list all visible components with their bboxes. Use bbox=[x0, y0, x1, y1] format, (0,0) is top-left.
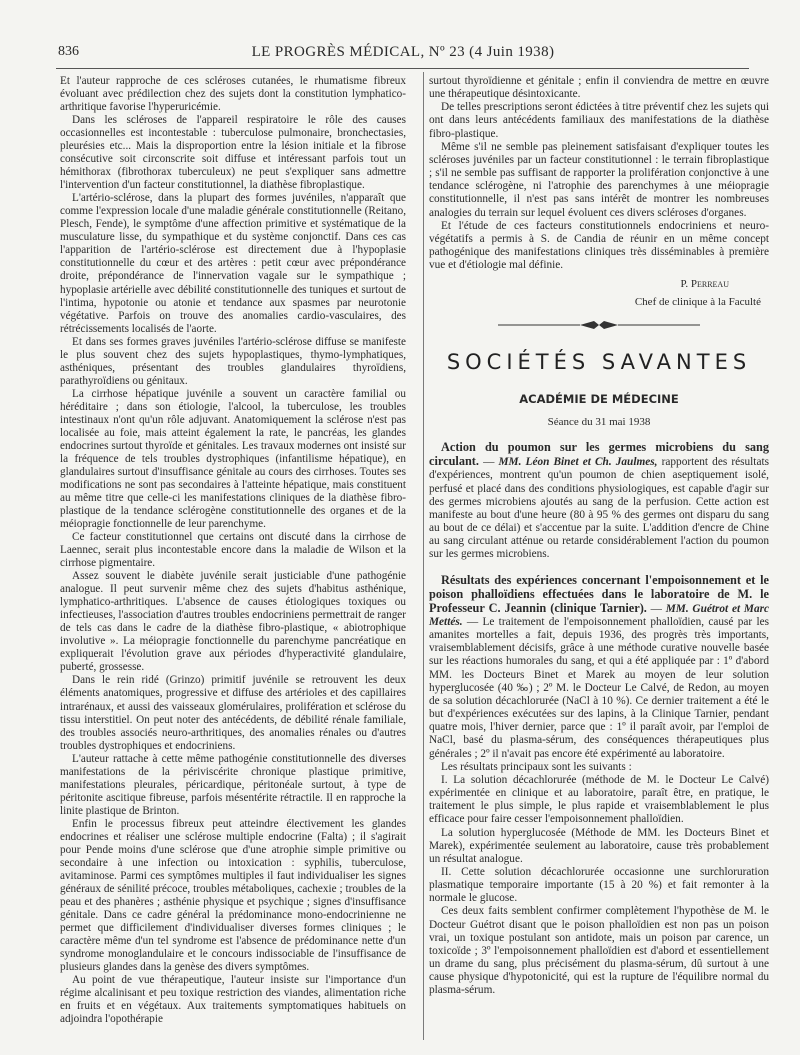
article-title: Résultats des expériences concernant l'empoisonnement et le poison phalloïdiens effectuées dans le laboratoire de M. le Professeur C. Jeannin (clinique Tarnier). bbox=[429, 572, 769, 615]
paragraph: Au point de vue thérapeutique, l'auteur insiste sur l'importance d'un régime alcalinisant et peu toxique restriction des viandes, alimentation riche en fruits et en végétaux. Aux traitements symptomatiques habituels on adjoindra l'opothérapie bbox=[60, 974, 406, 1026]
running-header bbox=[58, 44, 748, 68]
paragraph: Dans les scléroses de l'appareil respiratoire le rôle des causes occasionnelles est incontestable : tuberculose pulmonaire, bronchectasies, pleurésies etc... Mais la disproportion entre la lésion initiale et la fibrose consécutive soit circonscrite soit diffuse et intéressant parfois tout un hémithorax (fibrothorax tuberculeux) ne peut s'expliquer sans admettre l'intervention d'un facteur constitutionnel, la diathèse fibroplastique. bbox=[60, 114, 406, 192]
page-number: 836 bbox=[58, 44, 79, 59]
journal-title: LE PROGRÈS MÉDICAL, Nº 23 (4 Juin 1938) bbox=[251, 44, 555, 60]
article: Résultats des expériences concernant l'empoisonnement et le poison phalloïdiens effectuées dans le laboratoire de M. le Professeur C. Jeannin (clinique Tarnier). — MM. Guétrot et Marc Mettés. — Le traitement de l'empoisonnement phalloïdien, causé par les amanites mortelles a fait, depuis 1936, des progrès très importants, vraisemblablement décisifs, grâce à une méthode curative nouvelle basée sur les réactions humorales du sang, et qui a été appliquée par : 1º d'abord MM. les Docteurs Binet et Marek au moyen de leur solution hyperglucosée (40 ‰) ; 2º M. le Docteur Le Calvé, de Redon, au moyen de sa solution décachlorurée (NaCl à 10 %). Ce dernier traitement a été le but d'expériences exécutées sur des lapins, à la Clinique Tarnier, pendant quatre mois, l'hiver dernier, parce que : 1º il paraît avoir, par l'emploi de NaCl, basé du plasma-sérum, des conséquences thérapeutiques plus générales ; 2º il n'avait pas encore été expérimenté au laboratoire. bbox=[429, 572, 770, 760]
header-rule bbox=[56, 68, 749, 69]
signature-block bbox=[429, 278, 769, 308]
paragraph: Et l'auteur rapproche de ces scléroses cutanées, le rhumatisme fibreux évoluant avec prédilection chez des sujets dont la constitution lymphatico-arthritique favorise l'hyperuricémie. bbox=[60, 75, 406, 114]
academy-heading: ACADÉMIE DE MÉDECINE bbox=[519, 391, 679, 406]
article-authors: MM. Guétrot et Marc Mettés. bbox=[429, 602, 770, 628]
result-item: I. La solution décachlorurée (méthode de M. le Docteur Le Calvé) expérimentée en clinique et au laboratoire, paraît être, en pratique, le traitement le plus simple, le plus rapide et vraisemblablement le plus efficace pour faire cesser l'empoisonnement phalloïdien. bbox=[429, 773, 769, 826]
section-title: SOCIÉTÉS SAVANTES bbox=[446, 349, 752, 374]
paragraph: La cirrhose hépatique juvénile a souvent un caractère familial ou héréditaire ; dans son étiologie, l'alcool, la tuberculose, les troubles intestinaux n'ont qu'un rôle adjuvant. Anatomiquement la sclérose n'est pas localisée au foie, mais atteint également la rate, le pancréas, les glandes endocrines surtout thyroïde et génitales. Les travaux modernes ont insisté sur la fréquence de tels troubles dystrophiques (infantilisme hépatique), en glandulaires surtout d'insuffisance génitale au cours des cirrhoses. Toutes ses modifications ne sont pas secondaires à l'atteinte hépatique, mais constituent au même titre que celle-ci les manifestations cliniques de la diathèse fibro-plastique de la tendance sclérogène constitutionnelle des organes et de la méiopragie fonctionnelle de leur parenchyme. bbox=[60, 387, 406, 531]
paragraph: L'artério-sclérose, dans la plupart des formes juvéniles, n'apparaît que comme l'expression locale d'une maladie générale constitutionnelle (Reitano, Plesch, Fende), le symptôme d'une affection primitive et systématique de la musculature lisse, du sympathique et du système conjonctif. Dans ces cas l'apparition de l'artério-sclérose est directement due à l'hypoplasie constitutionnelle du cœur et des artères : petit cœur avec prépondérance droite, prépondérance de l'innervation vagale sur le sympathique ; hypoplasie artérielle avec débilité constitutionnelle des tuniques et surtout de l'intima, hypotonie ou atonie et tendance aux spasmes par neurotonie végétative. Parfois on trouve des anomalies cardio-vasculaires, des rétrécissements localisés de l'aorte. bbox=[60, 192, 406, 335]
paragraph: Et dans ses formes graves juvéniles l'artério-sclérose diffuse se manifeste le plus souvent chez des sujets hypoplastiques, thymo-lymphatiques, asthéniques, présentant des troubles glandulaires thyroïdiens, parathyroïdiens ou génitaux. bbox=[60, 335, 406, 387]
paragraph: Et l'étude de ces facteurs constitutionnels endocriniens et neuro-végétatifs a permis à S. de Candia de réunir en un même concept pathogénique des manifestations cliniques très disséminables à première vue et d'étiologie mal définie. bbox=[429, 219, 769, 272]
result-item: Ces deux faits semblent confirmer complètement l'hypothèse de M. le Docteur Guétrot disant que le poison phalloïdien est non pas un poison vrai, un toxique postulant son antidote, mais un poison par carence, un toxicoïde ; 3º l'empoisonnement phalloïdien est d'abord et essentiellement un drame du sang, plus précisément du plasma-sérum, dû surtout à une cause physique d'hypotonicité, qui est la rupture de l'équilibre normal du plasma-sérum. bbox=[429, 905, 769, 997]
author-role: Chef de clinique à la Faculté bbox=[634, 295, 761, 308]
result-item: II. Cette solution décachlorurée occasionne une surchloruration plasmatique temporaire importante (15 à 20 %) et fait remonter à la normale le glucose. bbox=[429, 865, 769, 905]
author-signature: P. Perreau bbox=[680, 278, 729, 291]
right-column bbox=[429, 75, 769, 998]
ornament-divider bbox=[429, 318, 769, 334]
paragraph: Ce facteur constitutionnel que certains ont discuté dans la cirrhose de Laennec, serait plus incontestable encore dans la maladie de Wilson et la cirrhose pigmentaire. bbox=[60, 531, 406, 570]
paragraph: Dans le rein ridé (Grinzo) primitif juvénile se retrouvent les deux éléments anatomiques, progressive et diffuse des artérioles et des capillaires intrarénaux, et aussi des vaisseaux glomérulaires, prolifération et sclérose du tissu interstitiel. On peut noter des antécédents, de débilité rénale familiale, des troubles associés neuro-arthritiques, des anomalies rénales ou d'autres troubles dystrophiques et endocriniens. bbox=[60, 674, 406, 752]
paragraph: surtout thyroïdienne et génitale ; enfin il conviendra de mettre en œuvre une thérapeutique désintoxicante. bbox=[429, 75, 769, 101]
result-item: La solution hyperglucosée (Méthode de MM. les Docteurs Binet et Marek), expérimentée seulement au laboratoire, cause très probablement un résultat analogue. bbox=[429, 826, 769, 865]
column-divider bbox=[423, 72, 424, 1040]
paragraph: Même s'il ne semble pas pleinement satisfaisant d'expliquer toutes les scléroses juvéniles par un facteur constitutionnel : le terrain fibroplastique ; s'il ne semble pas suffisant de rapporter la prolifération conjonctive à une tendance sclérogène, ni l'atrophie des parenchymes à une méiopragie constitutionnelle, il n'est pas sans intérêt de montrer les nombreuses analogies du terrain sur lequel évoluent ces divers scléroses d'organes. bbox=[429, 140, 769, 219]
article-body: rapportent des résultats d'expériences, montrent qu'un poumon de chien aseptiquement isolé, perfusé et placé dans des conditions physiologiques, est capable d'agir sur des germes microbiens ajoutés au sang de la perfusion. Cette action est manifeste au bout d'une heure (80 à 95 % des germes ont disparu du sang au bout de ce délai) et s'accentue par la suite. L'addition d'encre de Chine au sang circulant atténue ou retarde considérablement l'action du poumon sur les germes microbiens. bbox=[429, 456, 769, 561]
left-column bbox=[60, 75, 406, 1026]
article-authors: MM. Léon Binet et Ch. Jaulmes, bbox=[498, 456, 658, 469]
article-title: Action du poumon sur les germes microbiens du sang circulant. bbox=[429, 440, 769, 469]
ornament-icon bbox=[494, 318, 704, 332]
paragraph: Enfin le processus fibreux peut atteindre électivement les glandes endocrines et réaliser une sclérose multiple endocrine (Falta) ; il s'agirait pour Pende moins d'une sclérose que d'une atrophie simple primitive ou secondaire à une infection ou intoxication : syphilis, tuberculose, avitaminose. Parmi ces symptômes multiples il faut individualiser les signes généraux de sénilité précoce, troubles métaboliques, cachexie ; troubles de la peau et des phanères ; asthénie physique et psychique ; signes d'insuffisance génitale. Dans ce cadre général la prédominance mono-endocrinienne ne permet que difficilement d'individualiser diverses formes cliniques ; le caractère même d'un tel syndrome est l'absence de prédominance nette d'un syndrome monoglandulaire et le concours indissociable de l'insuffisance de plusieurs glandes dans la genèse des divers symptômes. bbox=[60, 817, 406, 974]
paragraph: De telles prescriptions seront édictées à titre préventif chez les sujets qui ont dans leurs antécédents familiaux des manifestations de la diathèse fibro-plastique. bbox=[429, 101, 769, 140]
article-body: — Le traitement de l'empoisonnement phalloïdien, causé par les amanites mortelles a fait, depuis 1936, des progrès très importants, vraisemblablement décisifs, grâce à une méthode curative nouvelle basée sur les réactions humorales du sang, et qui a été appliquée par : 1º d'abord MM. les Docteurs Binet et Marek au moyen de leur solution hyperglucosée (40 ‰) ; 2º M. le Docteur Le Calvé, de Redon, au moyen de sa solution décachlorurée (NaCl à 10 %). Ce dernier traitement a été le but d'expériences exécutées sur des lapins, à la Clinique Tarnier, pendant quatre mois, l'hiver dernier, parce que : 1º il paraît avoir, par l'emploi de NaCl, basé du plasma-sérum, des conséquences thérapeutiques plus générales ; 2º il n'avait pas encore été expérimenté au laboratoire. bbox=[429, 616, 769, 760]
paragraph: Les résultats principaux sont les suivants : bbox=[441, 760, 632, 773]
paragraph: Assez souvent le diabète juvénile serait justiciable d'une pathogénie analogue. Il peut survenir même chez des sujets d'habitus asthénique, lymphatico-arthritiques. L'absence de causes étiologiques toxiques ou infectieuses, l'association d'autres troubles endocriniens permettrait de ranger de tels cas dans le cadre de la diathèse fibro-plastique, « abiotrophique involutive ». La méiopragie fonctionnelle du parenchyme pancréatique en expliquerait l'évolution grave aux périodes d'hyperactivité glandulaire, puberté, grossesse. bbox=[60, 570, 406, 674]
session-date: Séance du 31 mai 1938 bbox=[547, 415, 651, 428]
article: Action du poumon sur les germes microbiens du sang circulant. — MM. Léon Binet et Ch. Jaulmes, rapportent des résultats d'expériences, montrent qu'un poumon de chien aseptiquement isolé, perfusé et placé dans des conditions physiologiques, est capable d'agir sur des germes microbiens ajoutés au sang de la perfusion. Cette action est manifeste au bout d'une heure (80 à 95 % des germes ont disparu du sang au bout de ce délai) et s'accentue par la suite. L'addition d'encre de Chine au sang circulant atténue ou retarde considérablement l'action du poumon sur les germes microbiens. bbox=[429, 440, 769, 561]
paragraph: L'auteur rattache à cette même pathogénie constitutionnelle des diverses manifestations de la périviscérite chronique plastique primitive, manifestations pleurales, péricardique, péritonéale surtout, à type de péritonite ascitique fibreuse, parfois mésentérite rétractile. Il en rapproche la linite plastique de Brinton. bbox=[60, 752, 406, 817]
